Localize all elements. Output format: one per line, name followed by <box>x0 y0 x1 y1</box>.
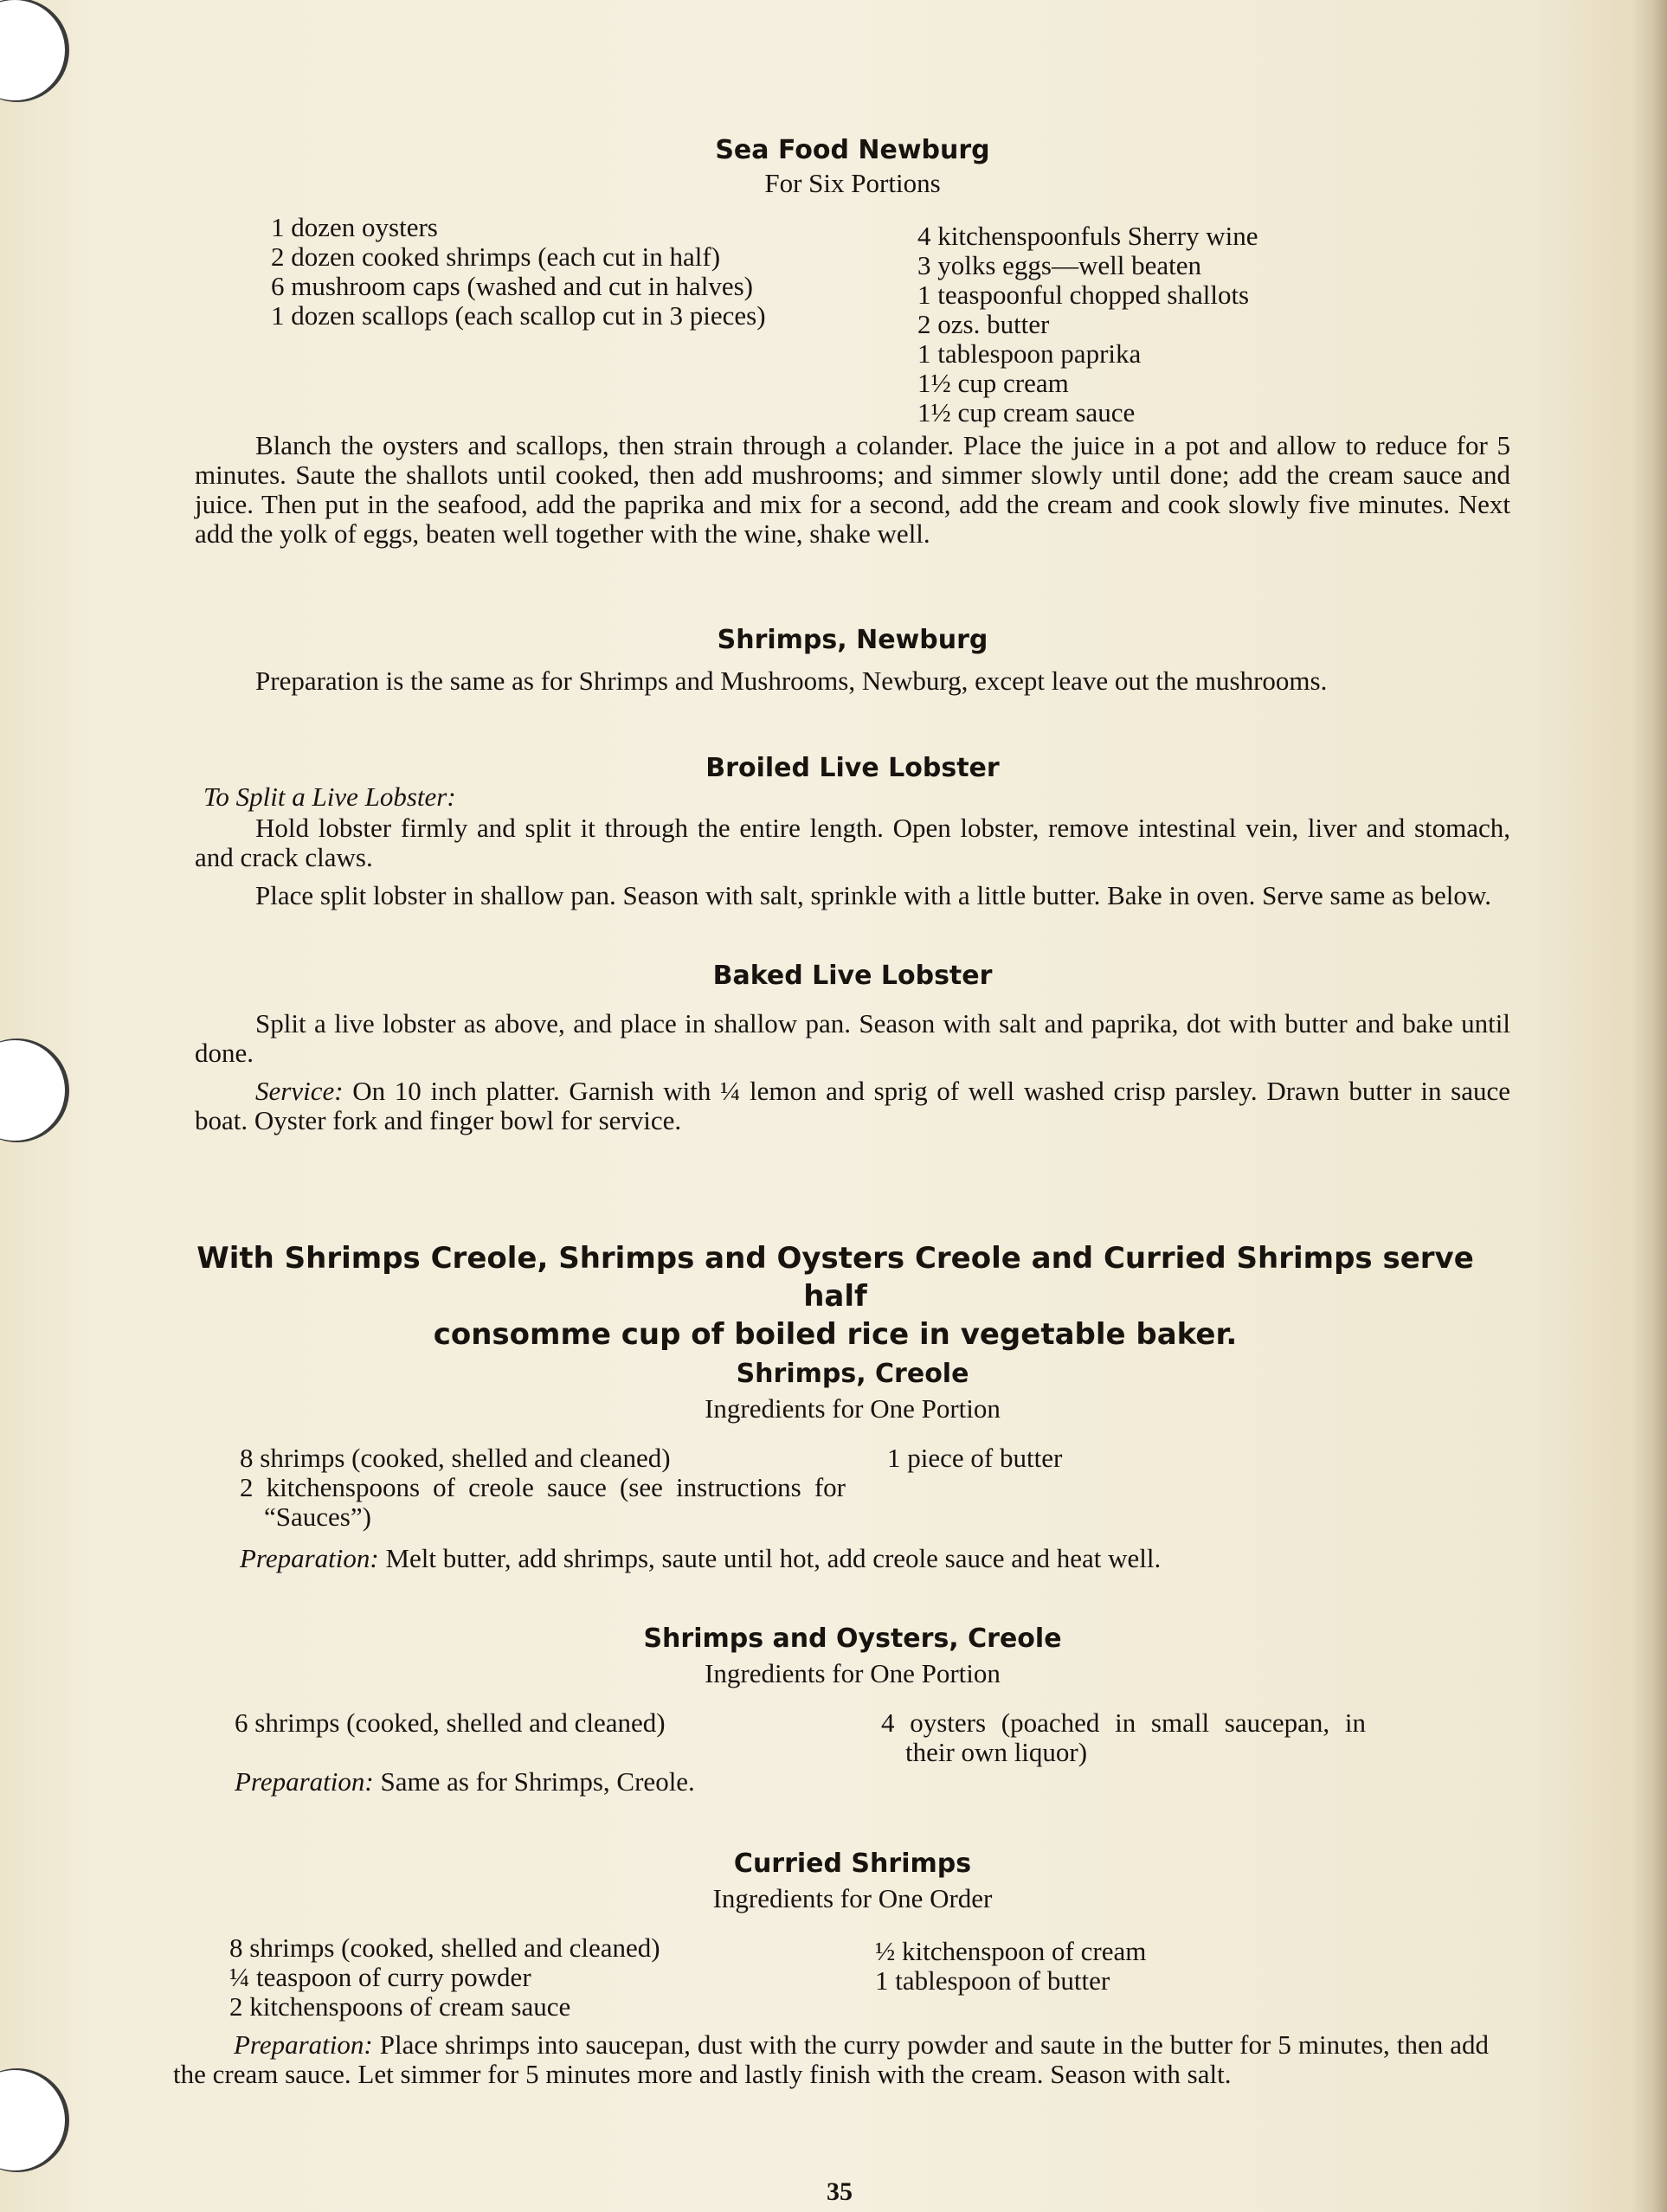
ingredients-right-curried-shrimps <box>875 1937 1360 1996</box>
ingredient-item: 6 shrimps (cooked, shelled and cleaned) <box>235 1707 666 1738</box>
service-label: Service: <box>255 1076 344 1106</box>
ingredient-item: 1 tablespoon of butter <box>875 1965 1110 1996</box>
ingredient-item: 2 kitchenspoons of creole sauce (see instructions for “Sauces”) <box>240 1472 846 1532</box>
directions-text: Preparation is the same as for Shrimps and Mushrooms, Newburg, except leave out the mushrooms. <box>255 666 1328 696</box>
recipe-title-curried-shrimps: Curried Shrimps <box>733 1849 972 1879</box>
ingredient-item: 4 oysters (poached in small saucepan, in their own liquor) <box>881 1707 1366 1767</box>
recipe-title-broiled-lobster: Broiled Live Lobster <box>705 753 1000 783</box>
preparation-text: Same as for Shrimps, Creole. <box>380 1766 695 1797</box>
ingredient-item: 2 kitchenspoons of cream sauce <box>229 1991 571 2022</box>
ingredient-item: 1 dozen oysters <box>271 212 438 242</box>
ingredient-item: 1½ cup cream sauce <box>917 397 1136 428</box>
directions-text: Place split lobster in shallow pan. Season with salt, sprinkle with a little butter. Bake in oven. Serve same as below. <box>255 880 1492 910</box>
service-text: On 10 inch platter. Garnish with ¼ lemon and sprig of well washed crisp parsley. Drawn butter in sauce boat. Oyster fork and finger bowl for service. <box>195 1076 1510 1135</box>
ingredient-item: 1 teaspoonful chopped shallots <box>917 280 1250 310</box>
preparation-label: Preparation: <box>235 1766 374 1797</box>
ingredient-item: 8 shrimps (cooked, shelled and cleaned) <box>229 1932 660 1963</box>
recipe-title-shrimps-newburg: Shrimps, Newburg <box>717 625 988 655</box>
directions-text: Split a live lobster as above, and place in shallow pan. Season with salt and paprika, dot with butter and bake until done. <box>195 1008 1510 1068</box>
ingredients-left-curried-shrimps <box>229 1933 870 2022</box>
ingredients-left-shrimps-oysters-creole <box>235 1708 840 1738</box>
ingredients-right-seafood-newburg <box>917 222 1489 428</box>
directions-baked-lobster <box>195 1009 1510 1135</box>
recipe-subtitle-shrimps-creole: Ingredients for One Portion <box>705 1393 1001 1424</box>
recipe-title-baked-lobster: Baked Live Lobster <box>712 961 993 991</box>
preparation-label: Preparation: <box>234 2029 373 2060</box>
preparation-text: Place shrimps into saucepan, dust with the curry powder and saute in the butter for 5 minutes, then add the cream sauce. Let simmer for 5 minutes more and lastly finish with the cream. Season with salt. <box>173 2029 1490 2089</box>
ingredient-item: 2 ozs. butter <box>917 309 1050 339</box>
recipe-title-shrimps-creole: Shrimps, Creole <box>736 1359 969 1389</box>
ingredient-item: 1½ cup cream <box>917 368 1069 398</box>
recipe-subtitle-seafood-newburg: For Six Portions <box>764 168 941 198</box>
recipe-subtitle-shrimps-oysters-creole: Ingredients for One Portion <box>705 1658 1001 1688</box>
recipe-title-shrimps-oysters-creole: Shrimps and Oysters, Creole <box>643 1624 1062 1654</box>
ingredients-left-seafood-newburg <box>271 213 877 331</box>
page-number: 35 <box>827 2177 853 2206</box>
ingredient-item: ½ kitchenspoon of cream <box>875 1936 1147 1966</box>
ingredient-item: 1 piece of butter <box>887 1443 1063 1473</box>
preparation-text: Melt butter, add shrimps, saute until hot, add creole sauce and heat well. <box>385 1543 1162 1573</box>
subheading-split-lobster: To Split a Live Lobster: <box>203 781 456 812</box>
ingredients-right-shrimps-oysters-creole <box>881 1708 1366 1767</box>
directions-text: Blanch the oysters and scallops, then strain through a colander. Place the juice in a pot and allow to reduce for 5 minutes. Saute the shallots until cooked, then add mushrooms; and simmer slowly until done; add the cream sauce and juice. Then put in the seafood, add the paprika and mix for a second, add the cream and cook slowly five minutes. Next add the yolk of eggs, beaten well together with the wine, shake well. <box>195 430 1510 549</box>
preparation-shrimps-oysters-creole <box>235 1767 1014 1797</box>
service-paragraph <box>195 1077 1510 1135</box>
page-edge-shadow <box>1632 0 1667 2212</box>
recipe-subtitle-curried-shrimps: Ingredients for One Order <box>712 1883 993 1913</box>
recipe-title-seafood-newburg: Sea Food Newburg <box>715 135 990 165</box>
directions-broiled-lobster <box>195 813 1510 910</box>
ingredient-item: 3 yolks eggs—well beaten <box>917 250 1202 280</box>
preparation-paragraph <box>173 2030 1489 2089</box>
ingredient-item: ¼ teaspoon of curry powder <box>229 1962 531 1992</box>
binder-hole-top <box>0 0 69 102</box>
ingredient-item: 1 dozen scallops (each scallop cut in 3 pieces) <box>271 300 766 331</box>
ingredients-right-shrimps-creole <box>887 1444 1406 1473</box>
directions-text: Hold lobster firmly and split it through the entire length. Open lobster, remove intestinal vein, liver and stomach, and crack claws. <box>195 813 1510 872</box>
ingredient-item: 4 kitchenspoonfuls Sherry wine <box>917 221 1258 251</box>
preparation-curried-shrimps <box>173 2030 1489 2089</box>
preparation-shrimps-creole <box>240 1544 1512 1573</box>
binder-hole-middle <box>0 1038 69 1142</box>
binder-hole-bottom <box>0 2068 69 2172</box>
ingredient-item: 6 mushroom caps (washed and cut in halves) <box>271 271 754 301</box>
ingredient-item: 2 dozen cooked shrimps (each cut in half) <box>271 241 721 272</box>
notice-line: With Shrimps Creole, Shrimps and Oysters Creole and Curried Shrimps serve half <box>196 1241 1474 1314</box>
directions-shrimps-newburg <box>195 666 1510 696</box>
notice-line: consomme cup of boiled rice in vegetable baker. <box>433 1317 1238 1352</box>
ingredients-left-shrimps-creole <box>240 1444 846 1532</box>
directions-seafood-newburg <box>195 431 1510 549</box>
ingredient-item: 1 tablespoon paprika <box>917 338 1142 369</box>
rice-serving-notice <box>195 1239 1476 1354</box>
ingredient-item: 8 shrimps (cooked, shelled and cleaned) <box>240 1443 671 1473</box>
preparation-label: Preparation: <box>240 1543 379 1573</box>
